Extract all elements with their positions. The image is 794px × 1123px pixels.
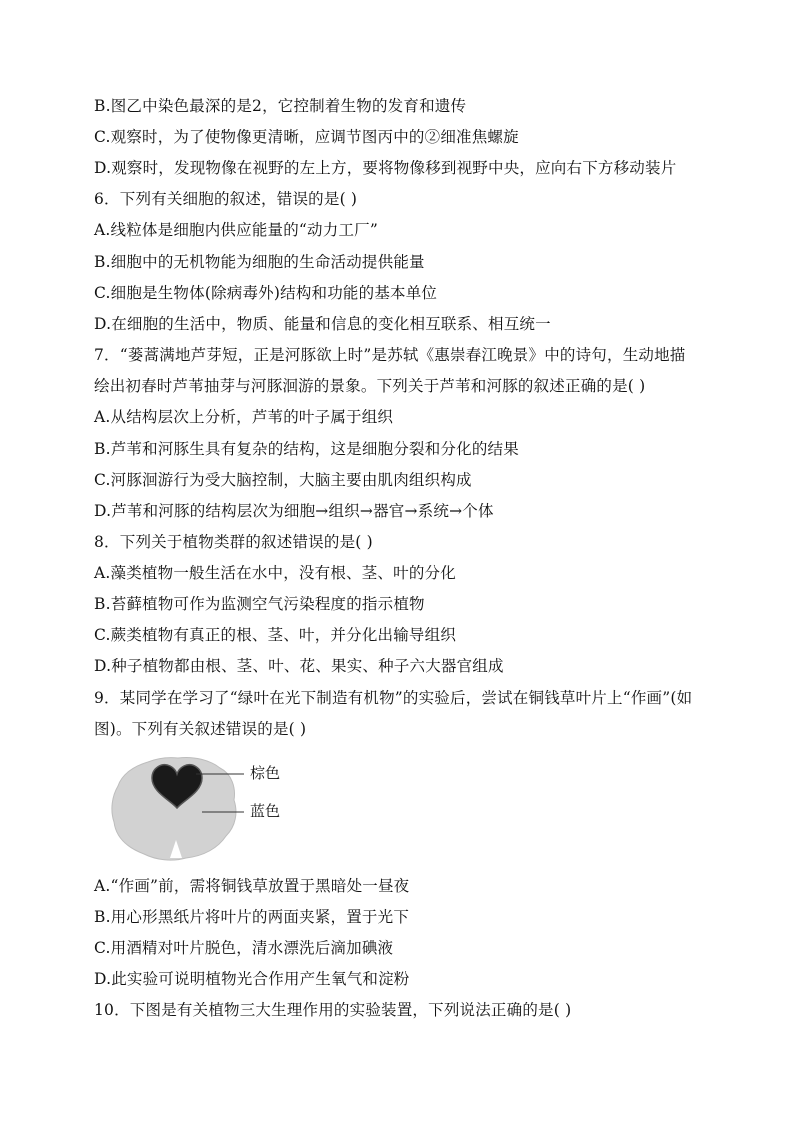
text-line: C.细胞是生物体(除病毒外)结构和功能的基本单位 [94,284,438,302]
text-line: B.细胞中的无机物能为细胞的生命活动提供能量 [94,253,425,271]
question-9-stem-cont: 图)。下列有关叙述错误的是( ) [94,720,307,738]
text-line: A.藻类植物一般生活在水中，没有根、茎、叶的分化 [94,564,456,582]
text-line: D.观察时，发现物像在视野的左上方，要将物像移到视野中央，应向右下方移动装片 [94,159,677,177]
question-10-stem: 10．下图是有关植物三大生理作用的实验装置，下列说法正确的是( ) [94,1001,572,1019]
text-line: C.观察时，为了使物像更清晰，应调节图丙中的②细准焦螺旋 [94,128,519,146]
text-line: C.河豚洄游行为受大脑控制，大脑主要由肌肉组织构成 [94,471,472,489]
question-7-stem: 7．“蒌蒿满地芦芽短，正是河豚欲上时”是苏轼《惠崇春江晚景》中的诗句，生动地描 [94,346,686,364]
text-line: A.线粒体是细胞内供应能量的“动力工厂” [94,221,378,239]
question-6-stem: 6．下列有关细胞的叙述，错误的是( ) [94,190,358,208]
text-line: D.种子植物都由根、茎、叶、花、果实、种子六大器官组成 [94,657,504,675]
text-line: A.从结构层次上分析，芦苇的叶子属于组织 [94,408,394,426]
text-line: D.芦苇和河豚的结构层次为细胞→组织→器官→系统→个体 [94,502,494,520]
text-line: C.用酒精对叶片脱色，清水漂洗后滴加碘液 [94,939,394,957]
question-9-stem: 9．某同学在学习了“绿叶在光下制造有机物”的实验后，尝试在铜钱草叶片上“作画”(如 [94,689,693,707]
blue-label: 蓝色 [250,802,281,820]
text-line: B.苔藓植物可作为监测空气污染程度的指示植物 [94,595,425,613]
text-line: B.用心形黑纸片将叶片的两面夹紧，置于光下 [94,908,410,926]
text-line: A.“作画”前，需将铜钱草放置于黑暗处一昼夜 [94,877,410,895]
text-line: D.此实验可说明植物光合作用产生氧气和淀粉 [94,970,410,988]
text-line: C.蕨类植物有真正的根、茎、叶，并分化出输导组织 [94,626,457,644]
text-line: B.图乙中染色最深的是2，它控制着生物的发育和遗传 [94,97,467,115]
question-8-stem: 8．下列关于植物类群的叙述错误的是( ) [94,533,373,551]
question-7-stem-cont: 绘出初春时芦苇抽芽与河豚洄游的景象。下列关于芦苇和河豚的叙述正确的是( ) [94,377,646,395]
leaf-figure [110,754,410,869]
text-line: D.在细胞的生活中，物质、能量和信息的变化相互联系、相互统一 [94,315,551,333]
brown-label: 棕色 [250,764,281,782]
text-line: B.芦苇和河豚生具有复杂的结构，这是细胞分裂和分化的结果 [94,440,519,458]
